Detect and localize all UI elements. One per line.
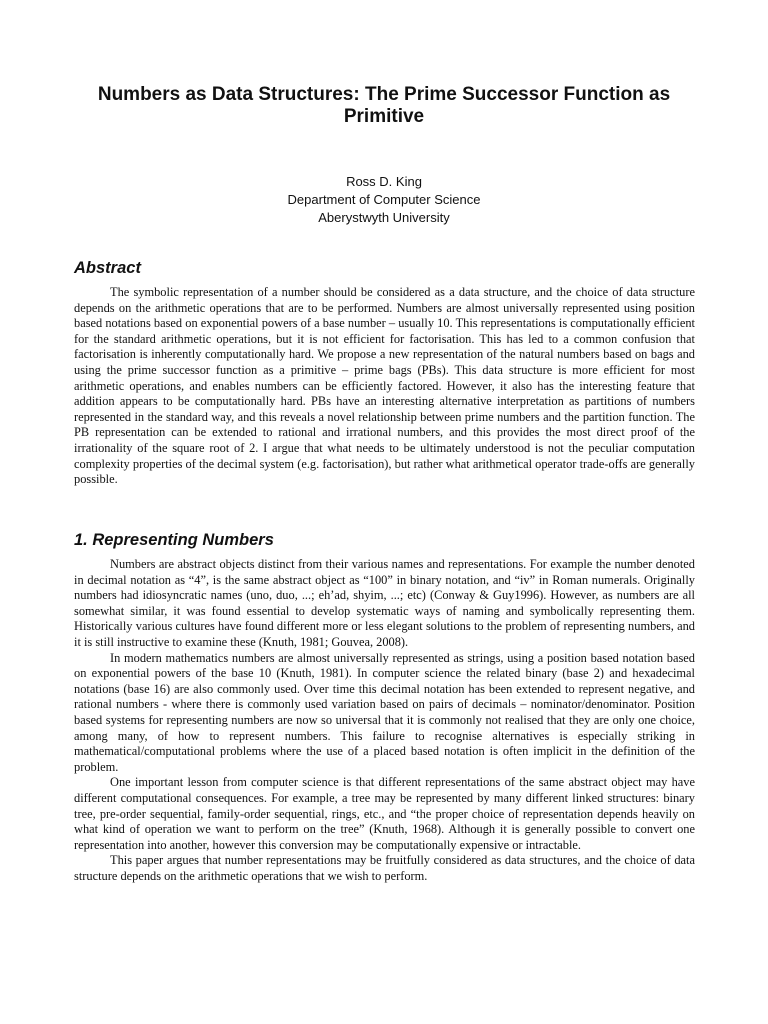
author-name: Ross D. King [346, 174, 422, 189]
author-university: Aberystwyth University [318, 210, 450, 225]
author-block [160, 173, 608, 227]
section-body-representing-numbers [74, 557, 695, 884]
body-paragraph: Numbers are abstract objects distinct from their various names and representations. For example the number denoted in decimal notation as “4”, is the same abstract object as “100” in binary notation, and “iv” in Roman numerals. Originally numbers had idiosyncratic names (uno, duo, ...; eh’ad, shyim, ...; etc) (Conway & Guy1996). However, as numbers are all somewhat similar, it was found essential to develop systematic ways of naming and symbolically representing them. Historically various cultures have found different more or less elegant solutions to the problem of representing numbers, and it is still instructive to examine these (Knuth, 1981; Gouvea, 2008). [74, 557, 695, 649]
author-department: Department of Computer Science [287, 192, 481, 207]
body-paragraph: One important lesson from computer science is that different representations of the same abstract object may have different computational consequences. For example, a tree may be represented by many different linked structures: binary tree, pre-order sequential, family-order sequential, rings, etc., and “the proper choice of representation depends heavily on what kind of operation we want to perform on the tree” (Knuth, 1968). Although it is generally possible to convert one representation into another, however this conversion may be computationally expensive or intractable. [74, 775, 695, 852]
body-paragraph: This paper argues that number representations may be fruitfully considered as data structures, and the choice of data structure depends on the arithmetic operations that we wish to perform. [74, 853, 695, 883]
abstract-body [74, 285, 695, 488]
body-paragraph: In modern mathematics numbers are almost universally represented as strings, using a position based notation based on exponential powers of the base 10 (Knuth, 1981). In computer science the related binary (base 2) and hexadecimal notations (base 16) are also commonly used. Over time this decimal notation has been extended to represent negative, and rational numbers - where there is commonly used variation based on pairs of decimals – nominator/denominator. Position based systems for representing numbers are now so universal that it is commonly not realised that they are only one choice, among many, of how to represent numbers. This failure to recognise alternatives is especially striking in mathematical/computational problems where the use of a placed based notation is often implicit in the definition of the problem. [74, 650, 695, 774]
section-heading-representing-numbers: 1. Representing Numbers [74, 531, 274, 549]
abstract-heading: Abstract [74, 259, 141, 277]
paper-title: Numbers as Data Structures: The Prime Successor Function as Primitive [97, 84, 671, 127]
abstract-paragraph: The symbolic representation of a number should be considered as a data structure, and the choice of data structure depends on the arithmetic operations that are to be performed. Numbers are almost universally represented using position based notations based on exponential powers of a base number – usually 10. This representations is computationally efficient for the standard arithmetic operations, but it is not efficient for factorisation. This has led to a common confusion that factorisation is inherently computationally hard. We propose a new representation of the natural numbers based on bags and using the prime successor function as a primitive – prime bags (PBs). This data structure is more efficient for most arithmetic operations, and enables numbers can be efficiently factored. However, it also has the interesting feature that addition appears to be computationally hard. PBs have an interesting alternative interpretation as partitions of numbers represented in the standard way, and this reveals a novel relationship between prime numbers and the partition function. The PB representation can be extended to rational and irrational numbers, and this provides the most direct proof of the irrationality of the square root of 2. I argue that what needs to be ultimately understood is not the peculiar computation complexity properties of the decimal system (e.g. factorisation), but rather what arithmetical operator trade-offs are generally possible. [74, 285, 695, 487]
